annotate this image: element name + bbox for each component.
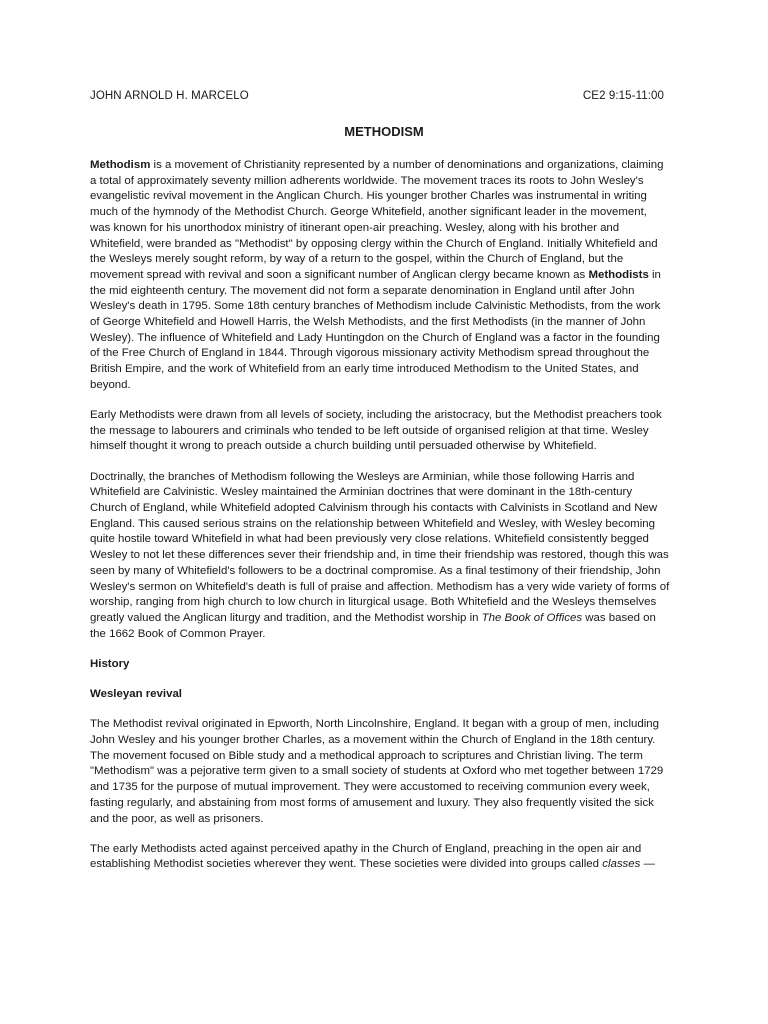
heading-wesleyan-revival: Wesleyan revival: [90, 688, 182, 701]
book-title: The Book of Offices: [481, 611, 583, 624]
paragraph-early-societies-text-2: —: [640, 858, 655, 871]
document-body: [90, 158, 670, 888]
document-title: METHODISM: [344, 124, 424, 139]
paragraph-revival-origin: The Methodist revival originated in Epworth, North Lincolnshire, England. It began with a group of men, including John Wesley and his younger brother Charles, as a movement within the Church of England in the 18th century. The movement focused on Bible study and a methodical approach to scriptures and Christian living. The term "Methodism" was a pejorative term given to a small society of students at Oxford who met together between 1729 and 1735 for the purpose of mutual improvement. They were accustomed to receiving communion every week, fasting regularly, and abstaining from most forms of amusement and luxury. They also frequently visited the sick and the poor, as well as prisoners.: [90, 718, 664, 825]
term-classes: classes: [602, 858, 641, 871]
paragraph-doctrine: [90, 470, 670, 643]
paragraph-intro: [90, 158, 670, 394]
term-methodism: Methodism: [90, 159, 151, 171]
paragraph-doctrine-text-1: Doctrinally, the branches of Methodism following the Wesleys are Arminian, while those following Harris and Whitefield are Calvinistic. Wesley maintained the Arminian doctrines that were dominant in the 18th-century Church of England, while Whitefield adopted Calvinism through his contacts with Calvinists in Scotland and New England. This caused serious strains on the relationship between Whitefield and Wesley, with Wesley becoming quite hostile toward Whitefield in what had been previously very close relations. Whitefield consistently begged Wesley to not let these differences sever their friendship and, in time their friendship was restored, though this was seen by many of Whitefield's followers to be a doctrinal compromise. As a final testimony of their friendship, John Wesley's sermon on Whitefield's death is full of praise and affection. Methodism has a very wide variety of forms of worship, ranging from high church to low church in liturgical usage. Both Whitefield and the Wesleys themselves greatly valued the Anglican liturgy and tradition, and the Methodist worship in: [90, 470, 670, 624]
document-header: [90, 90, 664, 102]
paragraph-intro-text-1: is a movement of Christianity represented by a number of denominations and organizations, claiming a total of approximately seventy million adherents worldwide. The movement traces its roots to John Wesley's evangelistic revival movement in the Anglican Church. His younger brother Charles was instrumental in writing much of the hymnody of the Methodist Church. George Whitefield, another significant leader in the movement, was known for his unorthodox ministry of itinerant open-air preaching. Wesley, along with his brother and Whitefield, were branded as "Methodist" by opposing clergy within the Church of England. Initially Whitefield and the Wesleys merely sought reform, by way of a return to the gospel, within the Church of England, but the movement spread with revival and soon a significant number of Anglican clergy became known as: [90, 159, 664, 281]
heading-history: History: [90, 657, 130, 670]
paragraph-intro-text-2: in the mid eighteenth century. The movement did not form a separate denomination in England until after John Wesley's death in 1795. Some 18th century branches of Methodism include Calvinistic Methodists, from the work of George Whitefield and Howell Harris, the Welsh Methodists, and the first Methodists (in the manner of John Wesley). The influence of Whitefield and Lady Huntingdon on the Church of England was a factor in the founding of the Free Church of England in 1844. Through vigorous missionary activity Methodism spread throughout the British Empire, and the work of Whitefield from an early time introduced Methodism to the United States, and beyond.: [90, 268, 661, 391]
paragraph-early-societies: [90, 842, 670, 873]
class-section: CE2 9:15-11:00: [582, 90, 664, 102]
paragraph-early-societies-text-1: The early Methodists acted against perceived apathy in the Church of England, preaching in the open air and establishing Methodist societies wherever they went. These societies were divided into groups called: [90, 842, 642, 871]
paragraph-doctrine-text-2: was based on the 1662 Book of Common Prayer.: [90, 611, 656, 640]
author-name: JOHN ARNOLD H. MARCELO: [90, 90, 249, 102]
paragraph-early-methodists: Early Methodists were drawn from all levels of society, including the aristocracy, but the Methodist preachers took the message to labourers and criminals who tended to be left outside of organised religion at that time. Wesley himself thought it wrong to preach outside a church building until persuaded otherwise by Whitefield.: [90, 409, 662, 453]
term-methodists: Methodists: [588, 268, 649, 281]
